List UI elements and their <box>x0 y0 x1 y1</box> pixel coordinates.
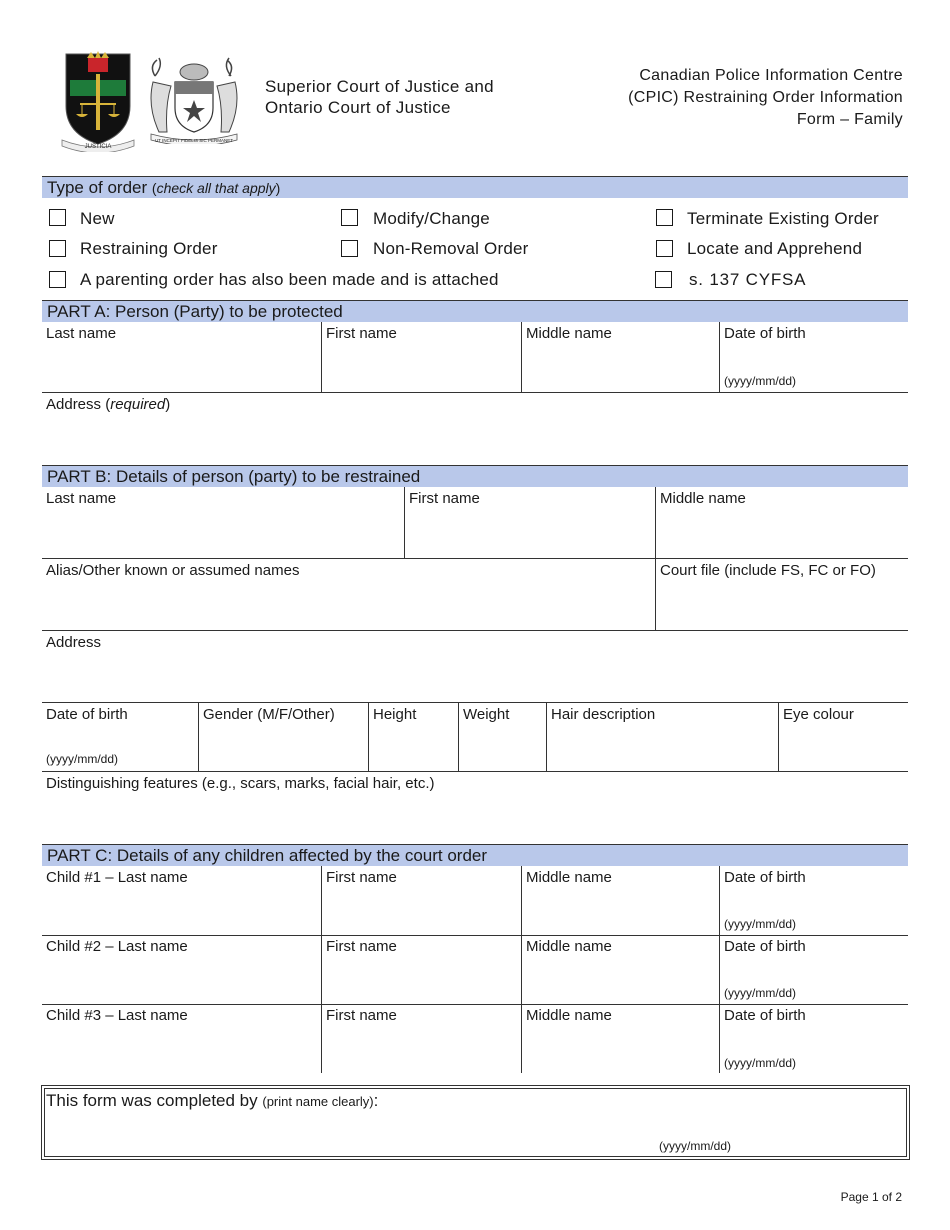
checkbox-non-removal[interactable] <box>341 240 358 257</box>
part-b-hair-label: Hair description <box>551 706 656 723</box>
page-number: Page 1 of 2 <box>840 1190 902 1204</box>
part-b-middle-name-label: Middle name <box>660 490 746 507</box>
checkbox-restraining-order[interactable] <box>49 240 66 257</box>
child2-last-name-label: Child #2 – Last name <box>46 938 188 955</box>
part-b-court-file-label: Court file (include FS, FC or FO) <box>660 562 876 579</box>
child3-dob-input[interactable] <box>720 1027 908 1053</box>
checkbox-terminate-existing[interactable] <box>656 209 673 226</box>
part-a-dob-label: Date of birth <box>724 325 806 342</box>
part-b-heading <box>42 465 908 487</box>
child3-middle-name-input[interactable] <box>522 1027 719 1072</box>
part-b-alias-label: Alias/Other known or assumed names <box>46 562 300 579</box>
part-a-first-name-label: First name <box>326 325 397 342</box>
completed-by-date-input[interactable] <box>656 1113 896 1137</box>
part-a-first-name-input[interactable] <box>322 344 521 391</box>
completed-by-colon: : <box>373 1091 379 1110</box>
child3-dob-format: (yyyy/mm/dd) <box>724 1056 796 1070</box>
part-b-court-file-input[interactable] <box>656 582 908 629</box>
checkbox-parenting-order[interactable] <box>49 271 66 288</box>
part-a-last-name-input[interactable] <box>42 344 321 391</box>
checkbox-restraining-order-label: Restraining Order <box>80 239 218 258</box>
completed-by-label <box>46 1091 378 1112</box>
type-of-order-heading: Type of order (check all that apply) <box>42 176 908 198</box>
completed-by-date-format: (yyyy/mm/dd) <box>659 1139 731 1153</box>
child2-middle-name-input[interactable] <box>522 958 719 1003</box>
part-a-address-label: Address (required) <box>46 396 171 413</box>
seal-motto-left: JUSTICIA <box>84 144 112 150</box>
child3-middle-name-label: Middle name <box>526 1007 612 1024</box>
child3-first-name-input[interactable] <box>322 1027 521 1072</box>
part-a-dob-input[interactable] <box>720 344 908 372</box>
child2-dob-input[interactable] <box>720 958 908 984</box>
child1-last-name-input[interactable] <box>42 889 321 934</box>
form-title-line2: (CPIC) Restraining Order Information <box>628 89 903 106</box>
part-a-middle-name-label: Middle name <box>526 325 612 342</box>
child2-dob-label: Date of birth <box>724 938 806 955</box>
part-b-gender-input[interactable] <box>199 726 368 770</box>
child2-dob-format: (yyyy/mm/dd) <box>724 986 796 1000</box>
checkbox-locate-apprehend-label: Locate and Apprehend <box>687 239 863 258</box>
checkbox-s137-cyfsa-label: s. 137 CYFSA <box>689 270 807 289</box>
part-a-address-input[interactable] <box>42 416 908 464</box>
part-b-eye-input[interactable] <box>779 726 908 770</box>
completed-by-text: This form was completed by <box>46 1091 258 1110</box>
checkbox-locate-apprehend[interactable] <box>656 240 673 257</box>
part-b-hair-input[interactable] <box>547 726 778 770</box>
checkbox-new-label: New <box>80 209 115 228</box>
part-b-height-label: Height <box>373 706 417 723</box>
part-a-heading <box>42 300 908 322</box>
court-name-line1: Superior Court of Justice and <box>265 77 494 96</box>
checkbox-parenting-order-label: A parenting order has also been made and is attached <box>80 270 499 289</box>
part-b-weight-label: Weight <box>463 706 510 723</box>
completed-by-note: (print name clearly) <box>262 1094 374 1109</box>
child3-first-name-label: First name <box>326 1007 397 1024</box>
part-b-eye-label: Eye colour <box>783 706 854 723</box>
form-title-line1: Canadian Police Information Centre <box>639 67 903 84</box>
part-b-features-label: Distinguishing features (e.g., scars, marks, facial hair, etc.) <box>46 775 435 792</box>
part-c-title: PART C: Details of any children affected by the court order <box>47 846 488 865</box>
part-c-heading <box>42 844 908 866</box>
part-b-title: PART B: Details of person (party) to be restrained <box>47 467 421 486</box>
child1-dob-input[interactable] <box>720 889 908 915</box>
part-b-features-input[interactable] <box>42 795 908 842</box>
seal-motto-right: UT INCEPIT FIDELIS SIC PERMANET <box>154 138 234 143</box>
checkbox-non-removal-label: Non-Removal Order <box>373 239 529 258</box>
checkbox-modify-change-label: Modify/Change <box>373 209 490 228</box>
part-b-middle-name-input[interactable] <box>656 510 908 557</box>
child1-first-name-label: First name <box>326 869 397 886</box>
child1-dob-format: (yyyy/mm/dd) <box>724 917 796 931</box>
part-a-middle-name-input[interactable] <box>522 344 719 391</box>
part-b-address-input[interactable] <box>42 654 908 701</box>
child2-first-name-input[interactable] <box>322 958 521 1003</box>
part-a-title: PART A: Person (Party) to be protected <box>47 302 343 321</box>
part-b-first-name-label: First name <box>409 490 480 507</box>
child3-last-name-label: Child #3 – Last name <box>46 1007 188 1024</box>
child1-dob-label: Date of birth <box>724 869 806 886</box>
part-a-last-name-label: Last name <box>46 325 117 342</box>
part-a-address-text: Address <box>46 396 102 413</box>
part-b-height-input[interactable] <box>369 726 458 770</box>
part-b-dob-input[interactable] <box>42 726 198 750</box>
child2-last-name-input[interactable] <box>42 958 321 1003</box>
child2-first-name-label: First name <box>326 938 397 955</box>
child3-last-name-input[interactable] <box>42 1027 321 1072</box>
part-b-weight-input[interactable] <box>459 726 546 770</box>
part-b-last-name-input[interactable] <box>42 510 404 557</box>
ontario-coat-of-arms <box>143 56 245 144</box>
part-a-dob-format: (yyyy/mm/dd) <box>724 374 796 388</box>
coat-of-arms-icon <box>143 56 245 144</box>
type-of-order-note: check all that apply <box>156 180 276 196</box>
part-b-address-label: Address <box>46 634 102 651</box>
ontario-court-seal <box>60 50 136 152</box>
part-b-alias-input[interactable] <box>42 582 655 629</box>
child1-middle-name-label: Middle name <box>526 869 612 886</box>
completed-by-name-input[interactable] <box>46 1113 646 1153</box>
child1-middle-name-input[interactable] <box>522 889 719 934</box>
checkbox-terminate-existing-label: Terminate Existing Order <box>687 209 879 228</box>
form-title-line3: Form – Family <box>796 111 903 128</box>
part-b-first-name-input[interactable] <box>405 510 655 557</box>
court-seal-icon <box>60 50 136 152</box>
child1-first-name-input[interactable] <box>322 889 521 934</box>
child1-last-name-label: Child #1 – Last name <box>46 869 188 886</box>
part-b-dob-label: Date of birth <box>46 706 128 723</box>
child3-dob-label: Date of birth <box>724 1007 806 1024</box>
checkbox-modify-change[interactable] <box>341 209 358 226</box>
part-a-address-note: required <box>110 396 166 413</box>
checkbox-s137-cyfsa[interactable] <box>655 271 672 288</box>
child2-middle-name-label: Middle name <box>526 938 612 955</box>
part-b-gender-label: Gender (M/F/Other) <box>203 706 335 723</box>
checkbox-new[interactable] <box>49 209 66 226</box>
type-of-order-title: Type of order <box>47 178 148 197</box>
part-b-last-name-label: Last name <box>46 490 117 507</box>
court-name-line2: Ontario Court of Justice <box>265 98 451 117</box>
part-b-dob-format: (yyyy/mm/dd) <box>46 752 118 766</box>
